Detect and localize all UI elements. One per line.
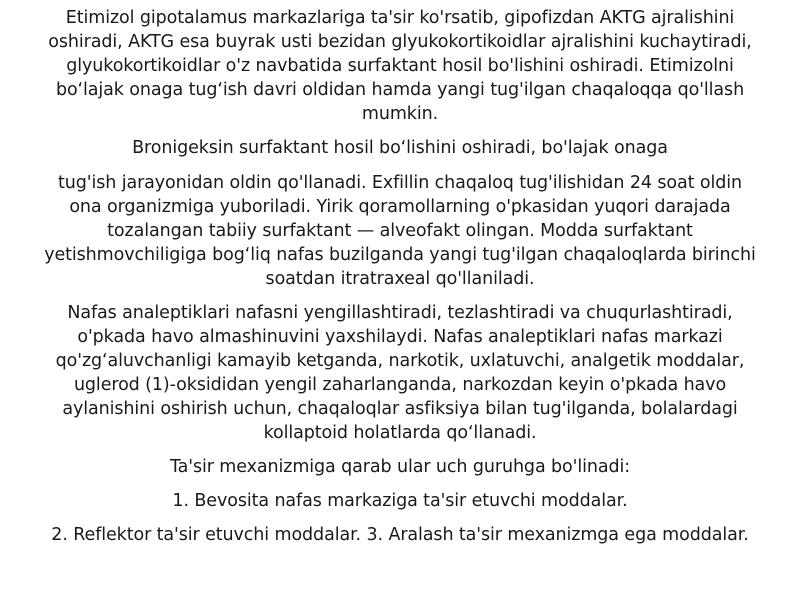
list-item-groups-2-3: 2. Reflektor ta'sir etuvchi moddalar. 3. Aralash ta'sir mexanizmga ega moddalar. [51,525,749,545]
paragraph-etimizol: Etimizol gipotalamus markazlariga ta'sir ko'rsatib, gipofizdan AKTG ajralishini oshiradi, AKTG esa buyrak usti bezidan glyukokortikoidlar ajralishini kuchaytiradi, glyukokortikoidlar o'z navbatida surfaktant hosil bo'lishini oshiradi. Etimizolni bo‘lajak onaga tug‘ish davri oldidan hamda yangi tug'ilgan chaqaloqqa qo'llash mumkin. [48,8,752,124]
paragraph-nafas-analeptiklari: Nafas analeptiklari nafasni yengillashtiradi, tezlashtiradi va chuqurlashtiradi, o'pkada havo almashinuvini yaxshilaydi. Nafas analeptiklari nafas markazi qo'zg‘aluvchanligi kamayib ketganda, narkotik, uxlatuvchi, analgetik moddalar, uglerod (1)-oksididan yengil zaharlanganda, narkozdan keyin o'pkada havo aylanishini oshirish uchun, chaqaloqlar asfiksiya bilan tug'ilganda, bolalardagi kollaptoid holatlarda qo‘llanadi. [55,303,745,443]
paragraph-exfillin-alveofakt: tug'ish jarayonidan oldin qo'llanadi. Exfillin chaqaloq tug'ilishidan 24 soat oldin ona organizmiga yuboriladi. Yirik qoramollarning o'pkasidan yuqori darajada tozalangan tabiiy surfaktant — alveofakt olingan. Modda surfaktant yetishmovchiligiga bog‘liq nafas buzilganda yangi tug'ilgan chaqaloqlarda birinchi soatdan itratraxeal qo'llaniladi. [44,173,756,289]
paragraph-classification-intro: Ta'sir mexanizmiga qarab ular uch guruhga bo'linadi: [169,457,631,477]
paragraph-bronigeksin: Bronigeksin surfaktant hosil bo‘lishini oshiradi, bo'lajak onaga [132,138,668,158]
list-item-group-1: 1. Bevosita nafas markaziga ta'sir etuvchi moddalar. [172,491,628,511]
